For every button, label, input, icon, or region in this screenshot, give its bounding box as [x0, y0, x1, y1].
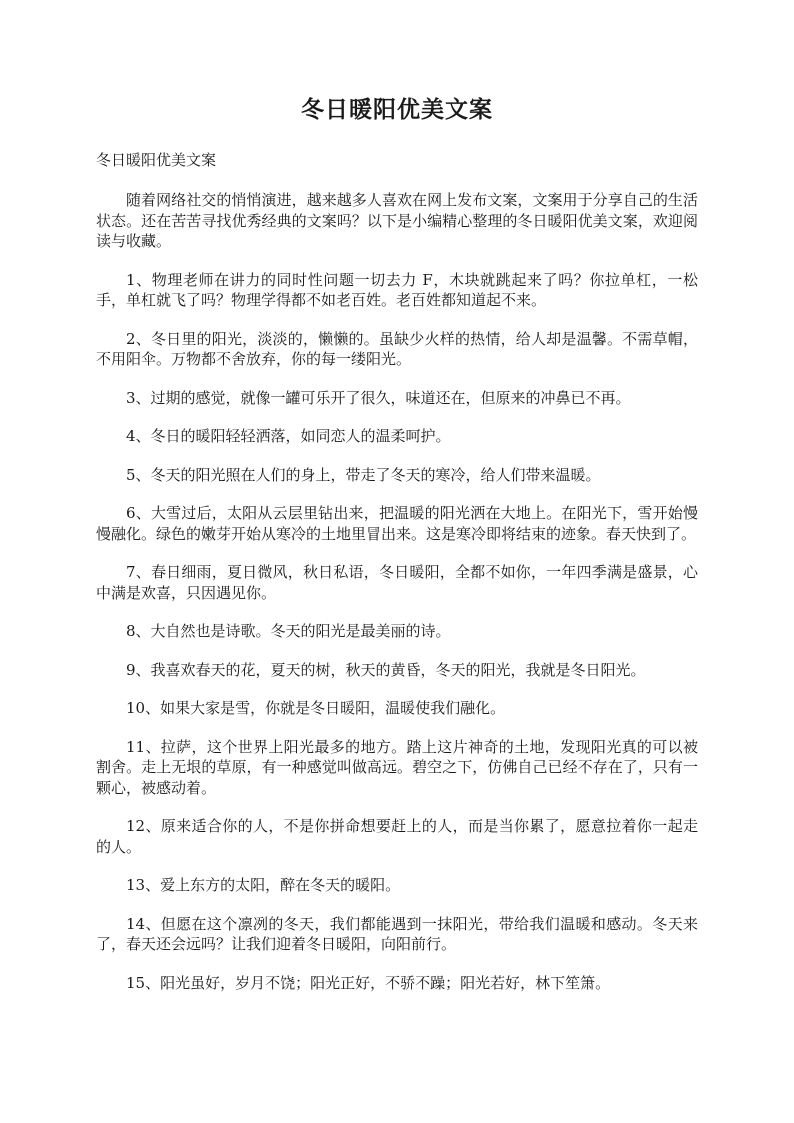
list-item: 8、大自然也是诗歌。冬天的阳光是最美丽的诗。: [126, 622, 451, 640]
intro-paragraph: 随着网络社交的悄悄演进，越来越多人喜欢在网上发布文案，文案用于分享自己的生活状态。还在苦苦寻找优秀经典的文案吗？以下是小编精心整理的冬日暖阳优美文案，欢迎阅读与收藏。: [96, 191, 698, 250]
document-subtitle: 冬日暖阳优美文案: [96, 151, 217, 169]
list-item: 11、拉萨，这个世界上阳光最多的地方。踏上这片神奇的土地，发现阳光真的可以被割舍。走上无垠的草原，有一种感觉叫做高远。碧空之下，仿佛自己已经不存在了，只有一颗心，被感动着。: [96, 737, 698, 797]
document-title: 冬日暖阳优美文案: [301, 96, 493, 123]
list-item: 12、原来适合你的人，不是你拼命想要赶上的人，而是当你累了，愿意拉着你一起走的人。: [96, 817, 698, 856]
list-item: 4、冬日的暖阳轻轻洒落，如同恋人的温柔呵护。: [126, 427, 451, 445]
list-item: 2、冬日里的阳光，淡淡的，懒懒的。虽缺少火样的热情，给人却是温馨。不需草帽，不用阳伞。万物都不舍放弃，你的每一缕阳光。: [96, 329, 698, 368]
list-item: 13、爱上东方的太阳，醉在冬天的暖阳。: [126, 876, 401, 894]
list-item: 9、我喜欢春天的花，夏天的树，秋天的黄昏，冬天的阳光，我就是冬日阳光。: [126, 660, 646, 679]
list-item: 6、大雪过后，太阳从云层里钻出来，把温暖的阳光洒在大地上。在阳光下，雪开始慢慢融化。绿色的嫩芽开始从寒冷的土地里冒出来。这是寒冷即将结束的迹象。春天快到了。: [96, 504, 698, 543]
list-item: 3、过期的感觉，就像一罐可乐开了很久，味道还在，但原来的冲鼻已不再。: [126, 388, 631, 407]
list-item: 15、阳光虽好，岁月不饶；阳光正好，不骄不躁；阳光若好，林下笙箫。: [126, 973, 611, 992]
list-item: 5、冬天的阳光照在人们的身上，带走了冬天的寒冷，给人们带来温暖。: [126, 465, 601, 484]
list-item: 14、但愿在这个凛冽的冬天，我们都能遇到一抹阳光，带给我们温暖和感动。冬天来了，春天还会远吗？让我们迎着冬日暖阳，向阳前行。: [96, 914, 698, 953]
list-item: 7、春日细雨，夏日微风，秋日私语，冬日暖阳，全都不如你，一年四季满是盛景，心中满是欢喜，只因遇见你。: [96, 563, 698, 602]
list-item: 10、如果大家是雪，你就是冬日暖阳，温暖使我们融化。: [126, 699, 506, 717]
list-item: 1、物理老师在讲力的同时性问题一切去力 F，木块就跳起来了吗？你拉单杠，一松手，单杠就飞了吗？物理学得都不如老百姓。老百姓都知道起不来。: [96, 270, 698, 309]
